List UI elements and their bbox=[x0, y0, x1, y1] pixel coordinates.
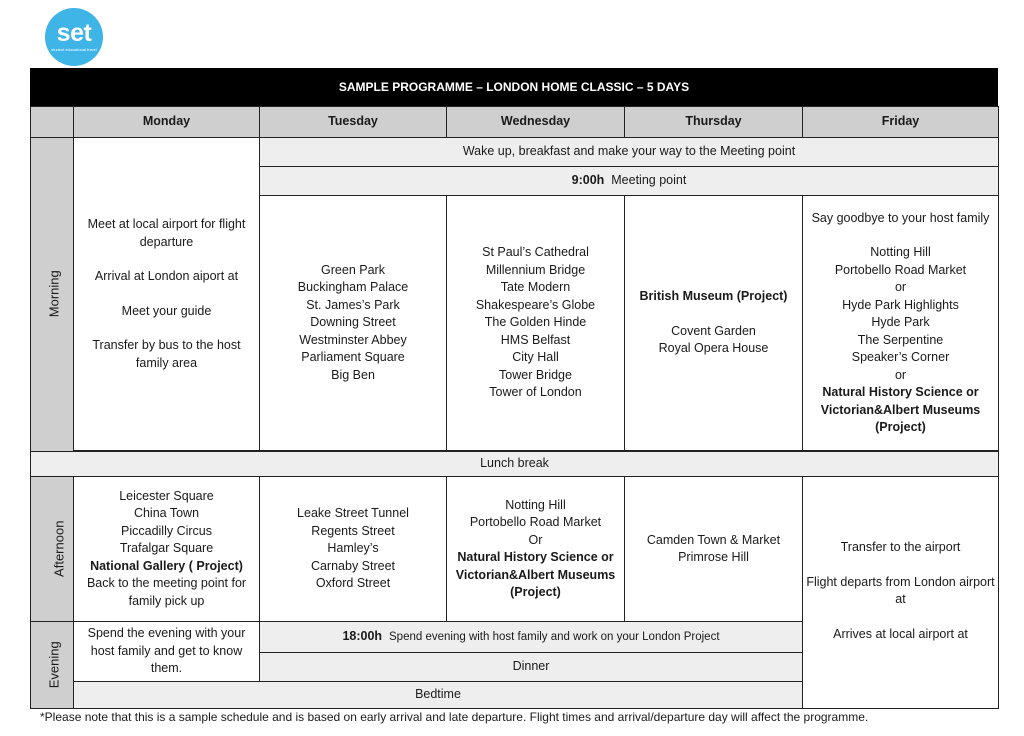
thursday-morning-cell: British Museum (Project) Covent Garden Royal Opera House bbox=[625, 196, 803, 451]
day-thursday: Thursday bbox=[625, 107, 803, 138]
friday-afternoon-cell: Transfer to the airport Flight departs from London airport at Arrives at local airport at bbox=[803, 477, 999, 709]
lunch-break-row: Lunch break bbox=[31, 452, 999, 477]
evening-label: Evening bbox=[31, 622, 74, 709]
wednesday-afternoon-cell: Notting Hill Portobello Road Market Or Natural History Science or Victorian&Albert Museums (Project) bbox=[447, 477, 625, 622]
wake-up-row: Wake up, breakfast and make your way to the Meeting point bbox=[260, 138, 999, 167]
monday-afternoon-cell: Leicester Square China Town Piccadilly Circus Trafalgar Square National Gallery ( Project) Back to the meeting point for family pick up bbox=[74, 477, 260, 622]
thursday-afternoon-cell: Camden Town & Market Primrose Hill bbox=[625, 477, 803, 622]
logo bbox=[45, 8, 103, 66]
logo-tagline: student educational travel bbox=[51, 47, 97, 52]
friday-morning-cell: Say goodbye to your host family Notting Hill Portobello Road Market or Hyde Park Highlights Hyde Park The Serpentine Speaker’s Corner or Natural History Science or Victorian&Albert Museums (Project) bbox=[803, 196, 999, 451]
bedtime-row: Bedtime bbox=[74, 682, 803, 709]
dinner-row: Dinner bbox=[260, 653, 803, 682]
footnote: *Please note that this is a sample schedule and is based on early arrival and late departure. Flight times and arrival/departure day will affect the programme. bbox=[40, 710, 869, 724]
monday-evening-cell: Spend the evening with your host family and get to know them. bbox=[74, 622, 260, 682]
tuesday-afternoon-cell: Leake Street Tunnel Regents Street Hamley’s Carnaby Street Oxford Street bbox=[260, 477, 447, 622]
evening-activity-row: 18:00h Spend evening with host family and work on your London Project bbox=[260, 622, 803, 653]
day-monday: Monday bbox=[74, 107, 260, 138]
programme-table bbox=[30, 106, 999, 709]
morning-label: Morning bbox=[31, 138, 74, 452]
day-friday: Friday bbox=[803, 107, 999, 138]
day-tuesday: Tuesday bbox=[260, 107, 447, 138]
logo-text: set bbox=[56, 19, 92, 47]
day-header-row bbox=[31, 107, 999, 138]
afternoon-label: Afternoon bbox=[31, 477, 74, 622]
programme-title: SAMPLE PROGRAMME – LONDON HOME CLASSIC – 5 DAYS bbox=[30, 68, 998, 106]
wednesday-morning-cell: St Paul’s Cathedral Millennium Bridge Tate Modern Shakespeare’s Globe The Golden Hinde HMS Belfast City Hall Tower Bridge Tower of London bbox=[447, 196, 625, 451]
monday-morning-cell: Meet at local airport for flight departure Arrival at London aiport at Meet your guide Transfer by bus to the host family area bbox=[74, 138, 260, 451]
day-wednesday: Wednesday bbox=[447, 107, 625, 138]
tuesday-morning-cell: Green Park Buckingham Palace St. James’s Park Downing Street Westminster Abbey Parliament Square Big Ben bbox=[260, 196, 447, 451]
meeting-point-row: 9:00h Meeting point bbox=[260, 167, 999, 196]
